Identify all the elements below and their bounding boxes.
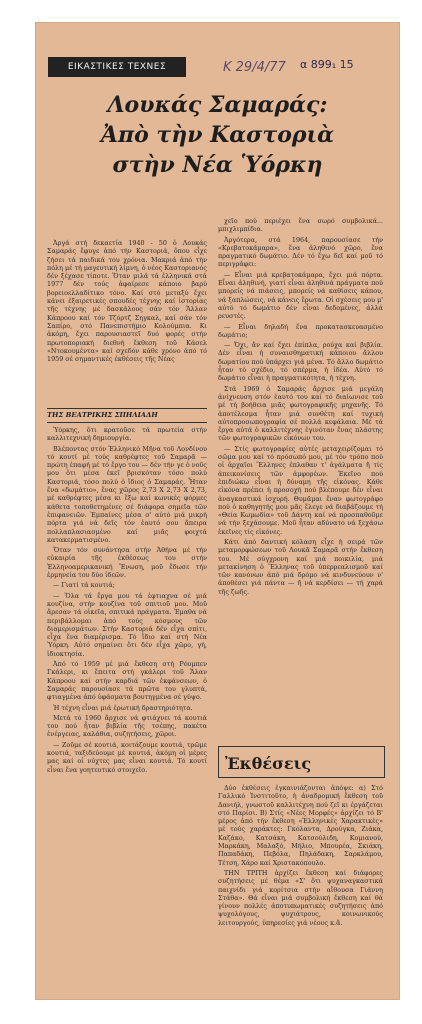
headline-line-3: στὴν Νέα Ὑόρκη	[112, 152, 323, 178]
paragraph: Μετά τό 1960 ἄρχισε νά φτιάχνει τά κουτιά του πού ἦταν βιβλία τῆς τσέπης, πακέτα ἐνέργειας, καλάθια, συζητήσεις, χῶροι.	[47, 713, 207, 739]
handwritten-number: α 899₁ 15	[300, 58, 354, 71]
headline	[45, 90, 390, 180]
paragraph: Βλέποντας στόν Ἑλληνικό Μῆνα τοῦ Λονδίνου τό κουτί μέ τούς καθρέφτες τοῦ Σαμαρᾶ — πρώτη ἐπαφή μέ τό ἔργο του — δέν τήν γε ὁ νοῦς μου ὅτι μέσα ἐκεῖ βρισκόταν τόσο πολύ Καστοριά, τόσο πολύ ὁ ἴδιος ὁ Σαμαράς. Ἦταν ἕνα «δωμάτιο», ἕνας χῶρος 2,73 Χ 2,73 Χ 2,73, μέ καθρέφτες μέσα κι ἔξω καί κωνικές φόρμες κάθετα τοποθετημένες σέ διάφορα σημεῖα τῶν ἐπιφανειῶν. Ἐμπαίνες μέσα σ' αὐτό μιά μικρή πόρτα γιά νά δεῖς τόν ἑαυτό σου ἄπειρα πολλαπλασιασμένο καί μιᾶς φοιχτά κατακερματισμένο.	[47, 444, 207, 544]
handwritten-date: Κ 29/4/77	[223, 60, 286, 75]
paragraph: Κάτι ἀπό δαντική κόλαση εἶχε ἡ σειρά τῶν μεταμορφώσεων τοῦ Λουκᾶ Σαμαρᾶ στήν ἔκθεση του. Μέ σύγχρονη καί μιά ποικιλία, μιά μετακίνηση ὁ Ἕλληνας τοῦ ὑπερρεαλισμοῦ καί τῶν κανόνων ἀπό μιά δρόμο νά κινδυνεύουν ν' ἀποθέσει γιά πάντα — ἤ νά κερδίσει — τή χαρά τῆς ζωῆς.	[218, 537, 383, 596]
paragraph: Στά 1969 ὁ Σαμαράς ἄρχισε μιά μεγάλη ἀνίχνευση στόν ἑαυτό του καί τό διαίωνισε τοῦ μέ τή βοήθεια μιᾶς φωτογραφικῆς μηχανῆς. Τό ἀποτέλεσμα ἦταν μιά συνθέτη καί τυχική αὐτοπροσωπογραφία σέ πολλά κεφάλαια. Μέ τά ἔργα αὐτά ὁ καλλιτέχνης ἐγινόταν ἕνας πλάστης τῶν φωτογραφικῶν εἰκόνων του.	[218, 384, 383, 443]
exhibitions-column	[218, 784, 383, 990]
paragraph: Ἀπό τό 1959 μέ μιά ἔκθεση στή Ρόυμπεν Γκάλερι, κι ἔπειτα στή γκάλερι τοῦ Ἄλαν Κάπροου καί στήν καρδιά τῶν ἐκφάνσεων, ὁ Σαμαράς παρουσίασε τά πρῶτα του γλυπτά, φτιαγμένα ἀπό ὑφάσματα βουτηγμένα σέ γύψο.	[47, 660, 207, 702]
paragraph: — Γιατί τά κουτιά;	[53, 581, 115, 590]
left-column-body	[47, 426, 207, 991]
left-column-intro	[47, 239, 207, 409]
divider	[47, 408, 207, 409]
paragraph: — Ζοῦμε σέ κουτιά, κοιτάζουμε κουτιά, τρῶμε κουτιά, ταξιδεύουμε μέ κουτιά, ἀκόμη οἱ μέρες μας καί οἱ νύχτες μας εἶναι κουτιά. Τό κουτί εἶναι ἕνα γοητευτικό στοιχεῖο.	[47, 740, 207, 774]
divider	[47, 422, 207, 423]
paragraph: Ἀργότερα, στά 1964, παρουσίασε τήν «Κρεβατοκάμαρα», ἕνα ἀληθινό χῶρο, ἕνα πραγματικό δωμάτιο. Δέν τό ἔχω δεῖ καί μοῦ τό περιγράφει:	[218, 235, 383, 269]
paragraph: Ὑόρκης, ὅτι κρατοῦσε τά πρωτεία στήν καλλιτεχνική δημιουργία.	[47, 426, 207, 443]
paragraph: — Εἶναι μιά κρεβατοκάμαρα, ἔχει μιά πόρτα. Εἶναι ἀληθινή, γιατί εἶναι ἀληθινά πράγματα πού μπορείς νά πιάσεις, μπορείς νά καθίσεις κάπου, νά ξαπλώσεις, νά κάνεις ἔρωτα. Οἱ σχέσεις μου μ' αὐτό τό δωμάτιο δέν εἶναι δεδομένες, ἀλλά ρευστές.	[218, 270, 383, 321]
paragraph: Ἀργά στή δεκαετία 1940 - 50 ὁ Λουκάς Σαμαράς ἔφυγε ἀπό τήν Καστοριά, ὅπου εἶχε ζήσει τά παιδικά του χρόνια. Μακριά ἀπό τὴν πόλη μέ τή μαγευτική λίμνη, ὁ νέος Καστοριανός δέν ξέχασε τίποτε. Ὅταν μιλά τά ἑλληνικά στά 1977 δέν τούς ἀφαίρεσε κάποιο βαρύ βορειοελλαδίτικο τόνο. Καί στό μεταξύ ἔχει κάνει ἐξαιρετικές σπουδές τέχνης καί ἱστορίας τῆς τέχνης μέ δασκάλους σάν τόν Ἄλλαν Κάπροου καί τόν Τζόρτζ Σηγκαλ, καί σάν τόν Σαπίρο, στό Πανεπιστήμιο Κολούμπια. Κι ἀκόμη, ἔχει παρουσιαστεῖ δυό φορές στήν πρωτοποριακή διεθνή ἔκθεση τοῦ Κάσελ «Ντοκουμέντα» καί σχεδόν κάθε χρόνο ἀπό τό 1959 σέ σημαντικές ἐκθέσεις τῆς Νέας	[47, 239, 207, 364]
headline-line-1: Λουκάς Σαμαράς:	[107, 92, 328, 118]
paragraph: — Στίς φωτογραφίες αὐτές μεταχειρίζομαι τό σῶμα μου καί τό πρόσωπό μου, μέ τόν τρόπο πού οἱ ἀρχαῖοι Ἕλληνες ἐπλαθαν τ' ἀγάλματα ἤ τίς ἀπεικονίσεις τῶν ἀμφορέων. Ἐκεῖνο πού ἐπιδιώκω εἶναι ἡ δύναμη τῆς εἰκόνας. Κάθε εἰκόνα πρέπει ἡ προσοχή πού βλέπουμε δέν εἶναι ἀναγκαστικά ἰσχυρή. Θυμᾶμαι ἕναν φωτογράφο πού ὁ καθηγητής μου μᾶς ἔλεγε νά διαβάζουμε τή «Θεία Κωμωδία» τοῦ Δάντη καί νά προσπαθοῦμε νά τήν ξεχάσουμε. Μοῦ ἦταν αδύνατο νά ξεχάσω ἐκεῖνες τίς εἰκόνες.	[218, 444, 383, 536]
subhead: Ἐκθέσεις	[225, 754, 312, 773]
paragraph: — Ὄχι, ἄν καί ἔχει ἐπίπλα, ρούχα καί βιβλία. Δέν εἶναι ἡ συναισθηματική κάποιου ἄλλου δωματίου πού ὑπάρχει γιά μένα. Τό ἄλλο δωμάτιο ἦταν τό σχέδιο, τό σπέρμα, ἡ ἰδέα. Αὐτό τό δωμάτιο εἶναι ἡ πραγματικότητα, ἡ τέχνη.	[218, 341, 383, 383]
headline-line-2: Ἀπὸ τὴν Καστοριὰ	[100, 122, 335, 148]
newspaper-clipping	[35, 22, 400, 1000]
paragraph: Ὅταν τόν συνάντησα στήν Ἀθήνα μέ τήν εὐκαιρία τῆς ἐκθέσεως του στήν Ἑλληνοαμερικανική Ἕνωση, μοῦ ἔδωσε τήν ἑρμηνεία του δύο ἰδεῶν.	[47, 546, 207, 580]
paragraph: χεῖο πού περιέχει ἕνα σωρό συμβολικά... μπιχλιμπίδια.	[218, 217, 383, 234]
paragraph: Δύο ἐκθέσεις ἐγκαινιάζονται ἀπόψε: α) Στό Γαλλικό Ἰνστιτοῦτο, ἡ ἀναδρομική ἔκθεση τοῦ Δανιήλ, γνωστοῦ καλλιτέχνη πού ζεῖ κι ἐργάζεται στό Παρίσι. Β) Στίς «Νέες Μορφές» ἀρχίζει τό Β' μέρος ἀπό τήν ἔκθεση «Ἑλληνικὲς Χαρακτικὲς» μέ τούς χαράκτες: Γκόλαντα, Δρούγκα, Ζιάκα, Καζάκο, Κατσάκη, Κατσούλιδη, Κομιανού, Μαρκάκη, Μαλαξό, Μήλιο, Μπουρέα, Σκιάκη, Παπαδάκη, Πεβόλα, Πηλάδακη, Σαρκλάμου, Τέτση, Χάρο καί Χριστακόπουλο.	[218, 784, 383, 867]
byline: ΤΗΣ ΒΕΑΤΡΙΚΗΣ ΣΠΗΛΙΑΔΗ	[47, 411, 158, 419]
paragraph: ΤΗΝ ΤΡΙΤΗ ἀρχίζει ἔκθεση καί διάφορες συζητήσεις μέ θέμα «Σ' ὅτι ψυχαναγκαστικά παιχνίδι γιά κορίτσια στήν αἴθουσα Γιάννη Στάθα». Θά εἶναι μιά συμβολική ἔκθεση καί θά γίνουν πολλές ἀποτυπωματικές συζητήσεις ἀπό ψυχολόγους, ψυχιάτρους, κοινωνικούς λειτουργούς, ὑπηρεσίες γιά νέους κ.ἄ.	[218, 868, 383, 927]
paragraph: — Ὅλα τά ἔργα μου τά ἐφτιαχνα σέ μιά κουζίνα, στήν κουζίνα τοῦ σπιτιοῦ μου. Μοῦ ἄρεσαν τά οἰκεῖα, σπιτικά πράγματα. Ἐμαθα νά περιβάλλομαι ἀπό τούς κόσμους τῶν διαμερισμάτων. Στήν Καστοριά δέν εἶχα σπίτι, εἶχα ἕνα διαμέρισμα. Τό ἴδιο καί στή Νέα Ὑόρκη. Αὐτό σημαίνει ὅτι δέν εἶχα χῶρο, γή, ἰδιοκτησία.	[47, 591, 207, 658]
paragraph: — Εἶναι δηλαδή ἕνα προκατασκευασμένο δωμάτιο;	[218, 322, 383, 339]
right-column-body	[218, 217, 383, 737]
paragraph: Ἡ τέχνη εἶναι μιά ἐρωτική δραστηριότητα.	[53, 703, 193, 712]
section-tag: ΕΙΚΑΣΤΙΚΕΣ ΤΕΧΝΕΣ	[48, 57, 186, 77]
